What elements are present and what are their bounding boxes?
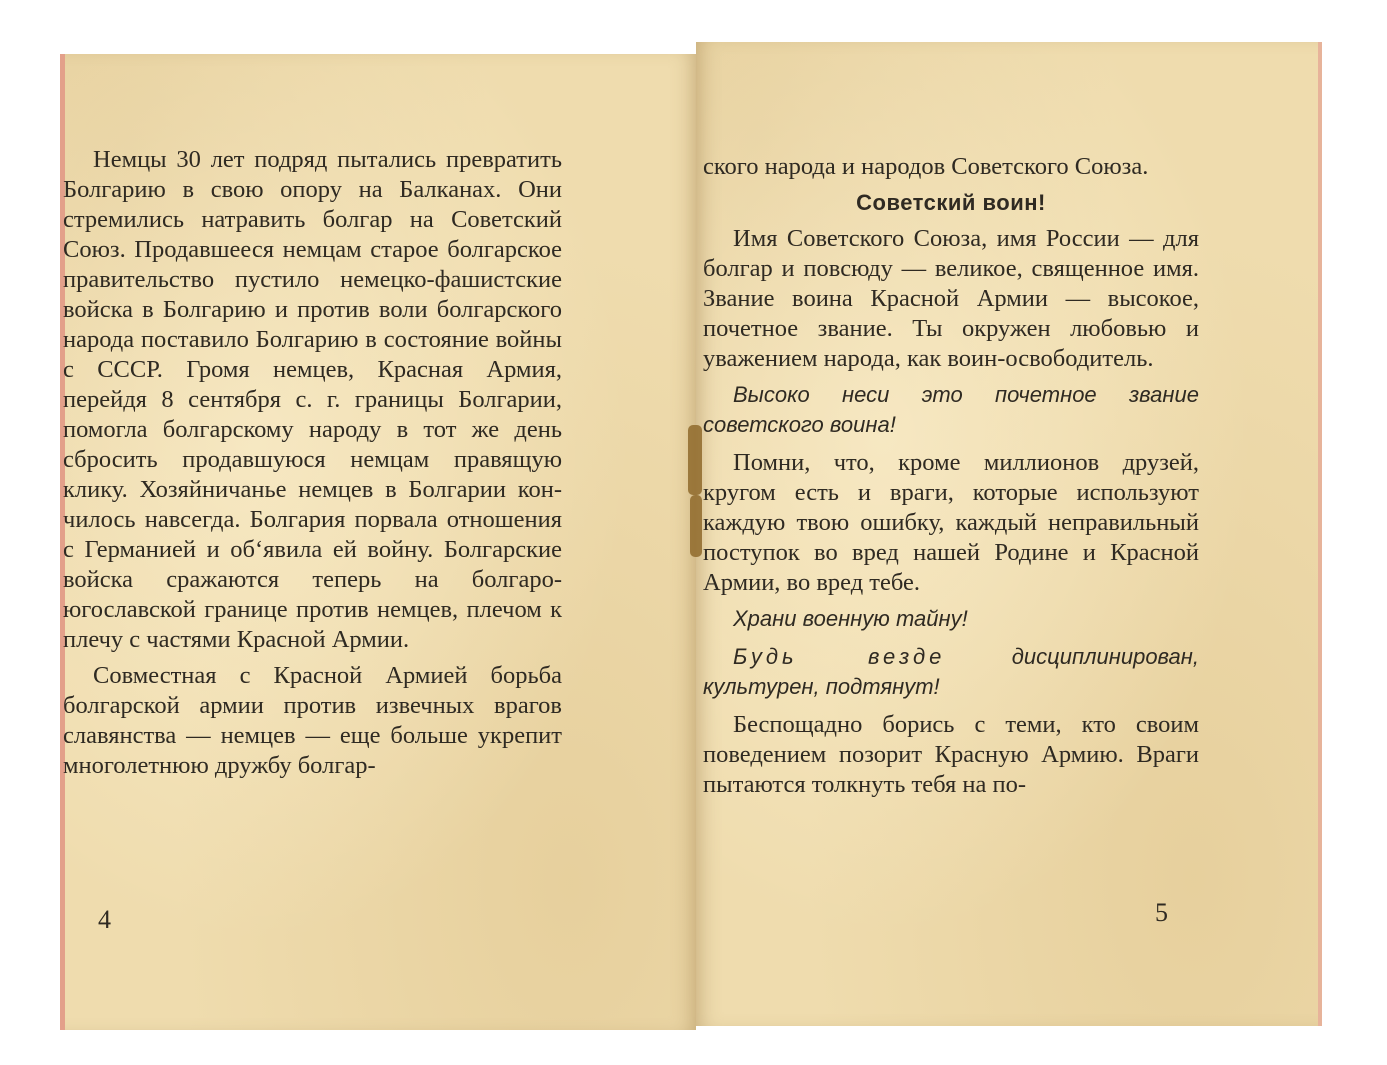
left-paragraph-1: Немцы 30 лет подряд пытались превратить Болгарию в свою опору на Балканах. Они стремились натравить болгар на Советский Союз. Продавшееся немцам старое болгарское правительство пустило немецко-фашистские войска в Болгарию и против воли болгарского народа поставило Болгарию в состояние войны с СССР. Громя немцев, Красная Армия, перейдя 8 сентября с. г. границы Болгарии, помогла болгарскому народу в тот же день сбросить продавшуюся немцам правящую клику. Хозяйничанье немцев в Болгарии кончилось навсегда. Болгария порвала отношения с Германией и об‘явила ей войну. Болгарские войска сражаются теперь на болгаро-югославской границе против немцев, плечом к плечу с частями Красной Армии. <box>63 146 562 653</box>
section-heading: Советский воин! <box>856 190 1046 215</box>
right-paragraph-1: Имя Советского Союза, имя России — для болгар и повсюду — великое, священное имя. Звание воина Красной Армии — высокое, почетное звание. Ты окружен любовью и уважением народа, как воин-освободитель. <box>703 225 1199 372</box>
italic-exhortation-2: Храни военную тайну! <box>733 606 968 631</box>
right-continuation: ского народа и народов Советского Союза. <box>703 153 1149 180</box>
italic-exhortation-1: Высоко неси это почетное звание советского воина! <box>703 382 1199 437</box>
page-number-right: 5 <box>1155 898 1168 927</box>
spaced-emphasis: Будь везде <box>733 644 946 669</box>
spine-rust-stain-bottom <box>690 495 702 557</box>
right-page-text <box>703 152 1199 806</box>
italic-exhortation-3 <box>703 642 1199 702</box>
left-page-text <box>63 145 562 787</box>
right-paragraph-3: Беспощадно борись с теми, кто своим поведением позорит Красную Армию. Враги пытаются толкнуть тебя на по- <box>703 711 1199 798</box>
left-paragraph-2: Совместная с Красной Армией борьба болгарской армии против извечных врагов славянства — немцев — еще больше укрепит многолетнюю дружбу болгар- <box>63 662 562 779</box>
italic-exhortation-3-rest: дисциплинирован, культурен, подтянут! <box>703 644 1200 699</box>
right-paragraph-2: Помни, что, кроме миллионов друзей, кругом есть и враги, которые используют каждую твою ошибку, каждый неправильный поступок во вред нашей Родине и Красной Армии, во вред тебе. <box>703 449 1199 596</box>
spine-rust-stain-top <box>688 425 702 495</box>
page-number-left: 4 <box>98 905 111 934</box>
